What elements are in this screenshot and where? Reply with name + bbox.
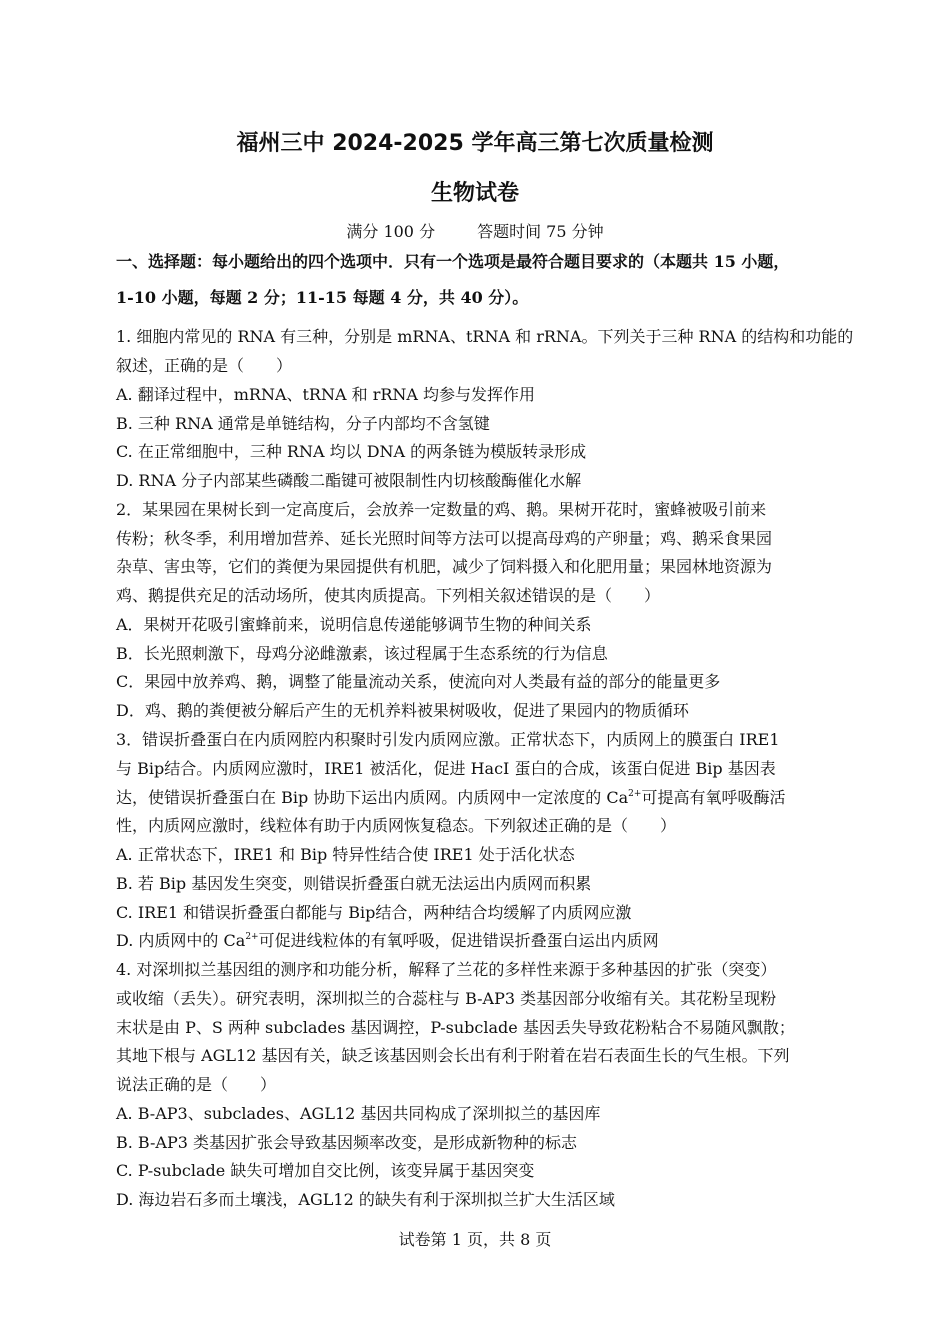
q1-option-b: B. 三种 RNA 通常是单链结构，分子内部均不含氢键 (116, 414, 490, 433)
q4-option-d: D. 海边岩石多而土壤浅，AGL12 的缺失有利于深圳拟兰扩大生活区域 (116, 1190, 615, 1209)
q2-option-b: B．长光照刺激下，母鸡分泌雌激素，该过程属于生态系统的行为信息 (116, 644, 608, 663)
q4-stem-line5: 说法正确的是（ ） (116, 1075, 277, 1094)
calcium-charge-superscript: 2+ (245, 932, 259, 942)
q4-stem-line4: 其地下根与 AGL12 基因有关，缺乏该基因则会长出有利于附着在岩石表面生长的气生根。下列 (116, 1046, 790, 1065)
q4-stem-line3: 末状是由 P、S 两种 subclades 基因调控，P-subclade 基因丢失导致花粉粘合不易随风飘散； (116, 1018, 795, 1037)
q2-stem-line4: 鸡、鹅提供充足的活动场所，使其肉质提高。下列相关叙述错误的是（ ） (116, 586, 661, 605)
q3-option-d-text: D. 内质网中的 Ca (116, 931, 246, 950)
q2-option-d: D．鸡、鹅的粪便被分解后产生的无机养料被果树吸收，促进了果园内的物质循环 (116, 701, 689, 720)
section-heading-line2: 1-10 小题，每题 2 分；11-15 每题 4 分，共 40 分）。 (116, 288, 529, 307)
q1-stem-line2: 叙述，正确的是（ ） (116, 356, 293, 375)
q4-option-c: C. P-subclade 缺失可增加自交比例，该变异属于基因突变 (116, 1161, 535, 1180)
q3-option-d-rest: 可促进线粒体的有氧呼吸，促进错误折叠蛋白运出内质网 (258, 931, 659, 950)
q1-option-c: C. 在正常细胞中，三种 RNA 均以 DNA 的两条链为模版转录形成 (116, 442, 587, 461)
q3-option-c: C. IRE1 和错误折叠蛋白都能与 Bip结合，两种结合均缓解了内质网应激 (116, 903, 632, 922)
section-heading-line1: 一、选择题：每小题给出的四个选项中．只有一个选项是最符合题目要求的（本题共 15 小题， (116, 252, 790, 271)
calcium-charge-superscript: 2+ (628, 789, 642, 799)
q3-stem-line1: 3．错误折叠蛋白在内质网腔内积聚时引发内质网应激。正常状态下，内质网上的膜蛋白 IRE1 (116, 730, 780, 749)
q3-stem-line3-rest: 可提高有氧呼吸酶活 (641, 788, 786, 807)
q2-stem-line2: 传粉；秋冬季，利用增加营养、延长光照时间等方法可以提高母鸡的产卵量；鸡、鹅采食果园 (116, 529, 773, 548)
q4-option-b: B. B-AP3 类基因扩张会导致基因频率改变，是形成新物种的标志 (116, 1133, 577, 1152)
q1-stem-line1: 1. 细胞内常见的 RNA 有三种，分别是 mRNA、tRNA 和 rRNA。下列关于三种 RNA 的结构和功能的 (116, 327, 854, 346)
q3-option-a: A. 正常状态下，IRE1 和 Bip 特异性结合使 IRE1 处于活化状态 (116, 845, 575, 864)
q2-stem-line3: 杂草、害虫等，它们的粪便为果园提供有机肥，减少了饲料摄入和化肥用量；果园林地资源为 (116, 557, 773, 576)
q4-stem-line2: 或收缩（丢失）。研究表明，深圳拟兰的合蕊柱与 B-AP3 类基因部分收缩有关。其花粉呈现粉 (116, 989, 777, 1008)
q3-stem-line3 (116, 788, 846, 808)
answer-time: 答题时间 75 分钟 (477, 222, 604, 241)
page-footer: 试卷第 1 页，共 8 页 (398, 1230, 552, 1249)
q3-stem-line4: 性，内质网应激时，线粒体有助于内质网恢复稳态。下列叙述正确的是（ ） (116, 816, 677, 835)
q1-option-d: D. RNA 分子内部某些磷酸二酯键可被限制性内切核酸酶催化水解 (116, 471, 582, 490)
q3-stem-line3-text: 达，使错误折叠蛋白在 Bip 协助下运出内质网。内质网中一定浓度的 Ca (116, 788, 629, 807)
full-score: 满分 100 分 (346, 222, 436, 241)
exam-meta (0, 219, 950, 242)
q3-option-b: B. 若 Bip 基因发生突变，则错误折叠蛋白就无法运出内质网而积累 (116, 874, 592, 893)
exam-title: 福州三中 2024-2025 学年高三第七次质量检测 (236, 131, 714, 156)
q3-stem-line2: 与 Bip结合。内质网应激时，IRE1 被活化，促进 HacI 蛋白的合成，该蛋白促进 Bip 基因表 (116, 759, 776, 778)
q1-option-a: A. 翻译过程中，mRNA、tRNA 和 rRNA 均参与发挥作用 (116, 385, 536, 404)
q2-stem-line1: 2．某果园在果树长到一定高度后，会放养一定数量的鸡、鹅。果树开花时，蜜蜂被吸引前来 (116, 500, 767, 519)
q2-option-c: C．果园中放养鸡、鹅，调整了能量流动关系，使流向对人类最有益的部分的能量更多 (116, 672, 721, 691)
q4-stem-line1: 4. 对深圳拟兰基因组的测序和功能分析，解释了兰花的多样性来源于多种基因的扩张（突变） (116, 960, 777, 979)
exam-subtitle: 生物试卷 (430, 181, 519, 206)
q3-option-d (116, 931, 846, 951)
q4-option-a: A. B-AP3、subclades、AGL12 基因共同构成了深圳拟兰的基因库 (116, 1104, 601, 1123)
q2-option-a: A．果树开花吸引蜜蜂前来，说明信息传递能够调节生物的种间关系 (116, 615, 592, 634)
